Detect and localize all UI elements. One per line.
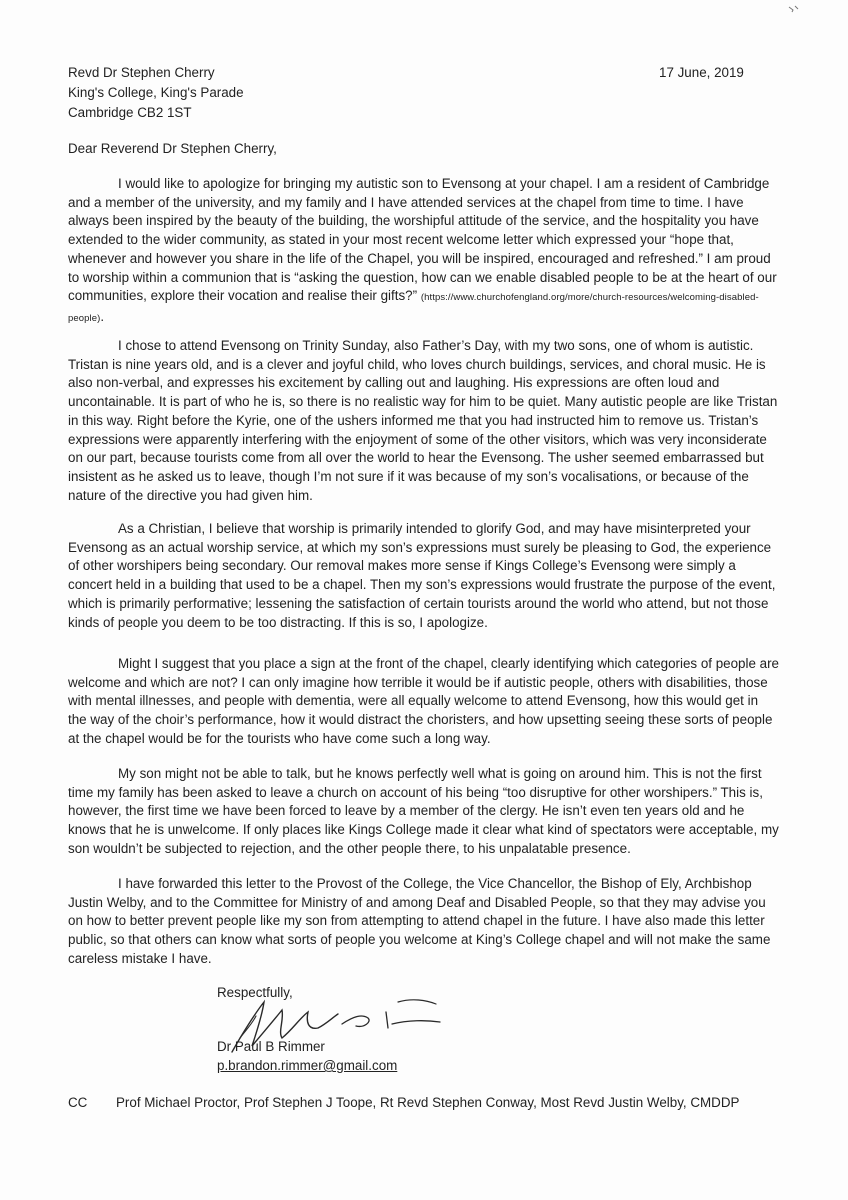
recipient-address [68,63,244,123]
church-of-england-link[interactable]: (https://www.churchofengland.org/more/church-resources/welcoming-disabled-people) [68,292,759,324]
paragraph-1-end: . [100,308,105,324]
address-line-1: Revd Dr Stephen Cherry [68,65,215,80]
address-line-3: Cambridge CB2 1ST [68,105,192,120]
letter-date: 17 June, 2019 [659,65,744,80]
paragraph-4: Might I suggest that you place a sign at the front of the chapel, clearly identifying which categories of people are welcome and which are not? I can only imagine how terrible it would be if autistic people, others with disabilities, those with mental illnesses, and people with dementia, were all equally welcome to attend Evensong, how this would get in the way of the choir’s performance, how it would distract the choristers, and how upsetting seeing these sorts of people at the chapel would be for the tourists who have come such a long way. [68,656,779,746]
paragraph-1 [68,175,780,329]
paragraph-5: My son might not be able to talk, but he knows perfectly well what is going on around him. This is not the first time my family has been asked to leave a church on account of his being “too disruptive for other worshipers.” This is, however, the first time we have been forced to leave by a member of the clergy. He isn’t even ten years old and he knows that he is unwelcome. If only places like Kings College made it clear what kind of spectators were acceptable, my son wouldn’t be subjected to rejection, and the other people there, to his unpalatable presence. [68,766,779,856]
paragraph-6: I have forwarded this letter to the Provost of the College, the Vice Chancellor, the Bishop of Ely, Archbishop Justin Welby, and to the Committee for Ministry of and among Deaf and Disabled People, so that they may advise you on how to better prevent people like my son from attempting to attend chapel in the future. I have also made this letter public, so that others can know what sorts of people you welcome at King’s College chapel and will not make the same careless mistake I have. [68,876,771,966]
signer-name: Dr Paul B Rimmer [217,1039,325,1054]
cc-label: CC [68,1095,88,1110]
paragraph-2: I chose to attend Evensong on Trinity Sunday, also Father’s Day, with my two sons, one of whom is autistic. Tristan is nine years old, and is a clever and joyful child, who loves church buildings, services, and choral music. He is also non-verbal, and expresses his excitement by calling out and laughing. His expressions are often loud and uncontainable. It is part of who he is, so there is no realistic way for him to be quiet. Many autistic people are like Tristan in this way. Right before the Kyrie, one of the ushers informed me that you had instructed him to remove us. Tristan’s expressions were apparently interfering with the enjoyment of some of the other visitors, which was very inconsiderate on our part, because tourists come from all over the world to hear the Evensong. The usher seemed embarrassed but insistent as he asked us to leave, though I’m not sure if it was because of my son’s vocalisations, or because of the nature of the directive you had given him. [68,338,778,503]
signer-email-link[interactable]: p.brandon.rimmer@gmail.com [217,1058,398,1073]
closing: Respectfully, [217,985,293,1000]
salutation: Dear Reverend Dr Stephen Cherry, [68,141,277,156]
paragraph-3: As a Christian, I believe that worship is primarily intended to glorify God, and may have misinterpreted your Evensong as an actual worship service, at which my son’s expressions must surely be pleasing to God, the experience of other worshipers being secondary. Our removal makes more sense if Kings College’s Evensong were simply a concert held in a building that used to be a chapel. Then my son’s expressions would frustrate the purpose of the event, which is primarily performative; lessening the satisfaction of certain tourists around the world who attend, but not those kinds of people you deem to be too distracting. If this is so, I apologize. [68,521,776,630]
address-line-2: King's College, King's Parade [68,85,244,100]
cc-recipients: Prof Michael Proctor, Prof Stephen J Toope, Rt Revd Stephen Conway, Most Revd Justin Welby, CMDDP [116,1095,740,1110]
scan-speck-mark [788,4,800,14]
paragraph-1-text: I would like to apologize for bringing my autistic son to Evensong at your chapel. I am a resident of Cambridge and a member of the university, and my family and I have attended services at the chapel from time to time. I have always been inspired by the beauty of the building, the worshipful attitude of the service, and the hospitality you have extended to the wider community, as stated in your most recent welcome letter which expressed your “hope that, whenever and however you share in the life of the Chapel, you will be inspired, encouraged and refreshed.” I am proud to worship within a communion that is “asking the question, how can we enable disabled people to be at the heart of our communities, explore their vocation and realise their gifts?” [68,176,777,304]
